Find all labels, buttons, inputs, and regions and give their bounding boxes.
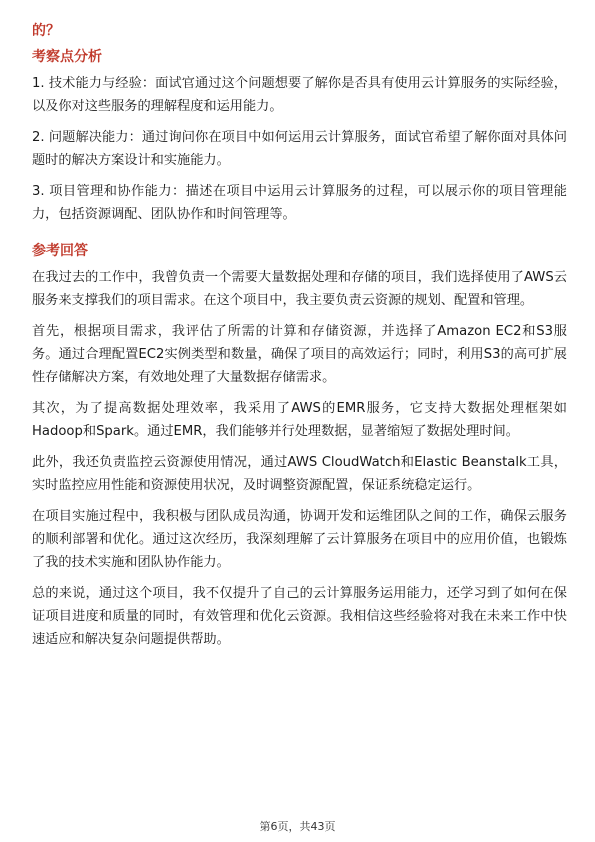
continued-question-title: 的？ <box>32 23 60 39</box>
analysis-heading: 考察点分析 <box>32 49 102 65</box>
page-number-footer: 第6页，共43页 <box>259 820 336 833</box>
answer-paragraph: 总的来说，通过这个项目，我不仅提升了自己的云计算服务运用能力，还学习到了如何在保证项目进度和质量的同时，有效管理和优化云资源。我相信这些经验将对我在未来工作中快速适应和解决复杂问题提供帮助。 <box>32 586 567 647</box>
analysis-item: 3. 项目管理和协作能力：描述在项目中运用云计算服务的过程，可以展示你的项目管理能力，包括资源调配、团队协作和时间管理等。 <box>32 184 567 222</box>
analysis-item: 2. 问题解决能力：通过询问你在项目中如何运用云计算服务，面试官希望了解你面对具体问题时的解决方案设计和实施能力。 <box>32 130 567 168</box>
document-page <box>32 20 567 659</box>
answer-heading: 参考回答 <box>32 243 88 259</box>
answer-paragraph: 在我过去的工作中，我曾负责一个需要大量数据处理和存储的项目，我们选择使用了AWS云服务来支撑我们的项目需求。在这个项目中，我主要负责云资源的规划、配置和管理。 <box>32 270 567 308</box>
answer-paragraph: 其次，为了提高数据处理效率，我采用了AWS的EMR服务，它支持大数据处理框架如Hadoop和Spark。通过EMR，我们能够并行处理数据，显著缩短了数据处理时间。 <box>32 401 567 439</box>
analysis-item: 1. 技术能力与经验：面试官通过这个问题想要了解你是否具有使用云计算服务的实际经验，以及你对这些服务的理解程度和运用能力。 <box>32 76 567 114</box>
answer-paragraph: 此外，我还负责监控云资源使用情况，通过AWS CloudWatch和Elastic Beanstalk工具，实时监控应用性能和资源使用状况，及时调整资源配置，保证系统稳定运行。 <box>32 455 567 493</box>
answer-paragraph: 在项目实施过程中，我积极与团队成员沟通，协调开发和运维团队之间的工作，确保云服务的顺利部署和优化。通过这次经历，我深刻理解了云计算服务在项目中的应用价值，也锻炼了我的技术实施和团队协作能力。 <box>32 509 567 570</box>
answer-paragraph: 首先，根据项目需求，我评估了所需的计算和存储资源，并选择了Amazon EC2和S3服务。通过合理配置EC2实例类型和数量，确保了项目的高效运行；同时，利用S3的高可扩展性存储解决方案，有效地处理了大量数据存储需求。 <box>32 324 567 385</box>
